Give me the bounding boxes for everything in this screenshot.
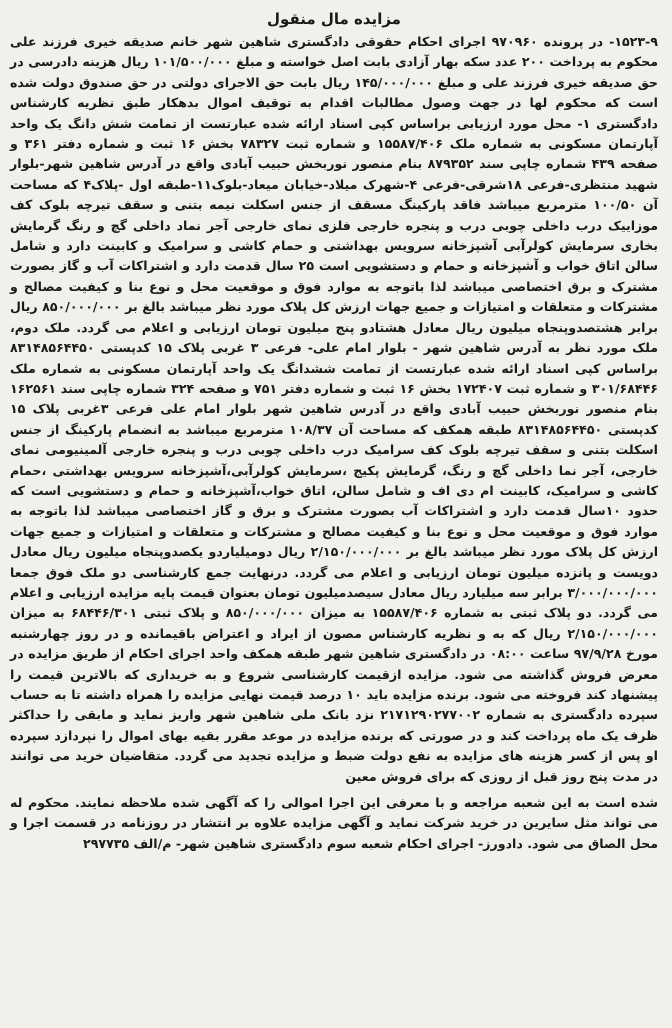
- notice-body: ۱۵۲۳-۹- در پرونده ۹۷۰۹۶۰ اجرای احکام حقوقی دادگستری شاهین شهر خانم صدیقه خیری فرزند علی محکوم به پرداخت ۲۰۰ عدد سکه بهار آزادی بابت اصل خواسته و مبلغ ۱۰۱/۵۰۰/۰۰۰ ریال هزینه دادرسی در حق صدیقه خیری فرزند علی و مبلغ ۱۴۵/۰۰۰/۰۰۰ ریال بابت حق الاجرای دولتی در حق صندوق دولت شده است که محکوم لها در جهت وصول مطالبات اقدام به توقیف اموال بدهکار طبق نظریه کارشناس دادگستری ۱- محل مورد ارزیابی براساس کپی اسناد ارائه شده عبارتست از تمامت شش دانگ یک واحد آپارتمان مسکونی به شماره ملک ۱۵۵۸۷/۴۰۶ و شماره ثبت ۷۸۳۲۷ بخش ۱۶ ثبت و شماره دفتر ۳۶۱ و صفحه ۴۳۹ شماره چاپی سند ۸۷۹۳۵۲ بنام منصور نوربخش حبیب آبادی واقع در آدرس شاهین شهر-بلوار شهید منتظری-فرعی ۱۸شرقی-فرعی ۴-شهرک میلاد-خیابان میعاد-بلوک۱۱-طبقه اول -پلاک۴ که مساحت آن ۱۰۰/۵۰ مترمربع میباشد فاقد پارکینگ مسقف از جنس اسکلت نیمه بتنی و سقف تیرچه بلوک کف موزاییک درب داخلی چوبی درب و پنجره خارجی فلزی نمای خارجی آجر نماد داخلی گچ و رنگ گرمایش بخاری سرمایش کولرآبی آشپزخانه سرویس بهداشتی و حمام کاشی و سرامیک و کابینت دارد و شامل سالن اتاق خواب و آشپزخانه و حمام و دستشویی است ۲۵ سال قدمت دارد و اشتراکات آب و گاز بصورت مشترک و برق اختصاصی میباشد لذا باتوجه به موارد فوق و موقعیت محل و نوع بنا و کیفیت مصالح و مشترکات و متعلقات و امتیازات و جمیع جهات ارزش کل پلاک مورد نظر میباشد بالغ بر ۸۵۰/۰۰۰/۰۰۰ ریال برابر هشتصدوپنجاه میلیون ریال معادل هشتادو پنج میلیون تومان ارزیابی و اعلام می گردد. ملک دوم، ملک مورد نظر به آدرس شاهین شهر - بلوار امام علی- فرعی ۳ غربی پلاک ۱۵ کدپستی ۸۳۱۴۸۵۶۴۴۵۰ براساس کپی اسناد ارائه شده عبارتست از تمامت ششدانگ یک واحد آپارتمان مسکونی به شماره ملک ۳۰۱/۶۸۴۴۶ و شماره ثبت ۱۷۲۴۰۷ بخش ۱۶ ثبت و شماره دفتر ۷۵۱ و صفحه ۳۲۴ شماره چاپی سند ۱۶۲۵۶۱ بنام منصور نوربخش حبیب آبادی واقع در آدرس شاهین شهر بلوار امام علی فرعی ۳غربی پلاک ۱۵ کدپستی ۸۳۱۴۸۵۶۴۴۵۰ طبقه همکف که مساحت آن ۱۰۸/۳۷ مترمربع میباشد به انضمام پارکینگ از جنس اسکلت بتنی و سقف تیرچه بلوک کف سرامیک درب داخلی چوبی درب و پنجره خارجی آلمینیومی نمای خارجی، آجر نما داخلی گچ و رنگ، گرمایش پکیج ،سرمایش کولرآبی،آشپزخانه سرویس بهداشتی ،حمام کاشی و سرامیک، کابینت ام دی اف و شامل سالن، اتاق خواب،آشپزخانه و حمام و دستشویی است که حدود ۱۰سال قدمت دارد و اشتراکات آب بصورت مشترک و برق و گاز اختصاصی میباشد لذا باتوجه به موارد فوق و موقعیت محل و نوع بنا و کیفیت مصالح و مشترکات و متعلقات و امتیازات و جمیع جهات ارزش کل پلاک مورد نظر میباشد بالغ بر ۲/۱۵۰/۰۰۰/۰۰۰ ریال دومیلیاردو یکصدوپنجاه میلیون ریال معادل دویست و پانزده میلیون تومان ارزیابی و اعلام می گردد. درنهایت جمع کارشناسی دو ملک فوق جمعا ۳/۰۰۰/۰۰۰/۰۰۰ برابر سه میلیارد ریال معادل سیصدمیلیون تومان بعنوان قیمت پایه مزایده ارزیابی و اعلام می گردد. دو پلاک ثبتی به شماره ۱۵۵۸۷/۴۰۶ به میزان ۸۵۰/۰۰۰/۰۰۰ و پلاک ثبتی ۶۸۴۴۶/۳۰۱ به میزان ۲/۱۵۰/۰۰۰/۰۰۰ ریال که به و نظریه کارشناس مصون از ایراد و اعتراض باقیمانده و در روز چهارشنبه مورخ ۹۷/۹/۲۸ ساعت ۰۸:۰۰ در دادگستری شاهین شهر طبقه همکف واحد اجرای احکام از طریق مزایده در معرض فروش گذاشته می شود. مزایده ازقیمت کارشناسی شروع و به خریداری که بالاترین قیمت را پیشنهاد کند فروخته می شود. برنده مزایده باید ۱۰ درصد قیمت نهایی مزایده را همراه داشته تا به حساب سپرده دادگستری به شماره ۲۱۷۱۲۹۰۲۷۷۰۰۲ نزد بانک ملی شاهین شهر واریز نماید و مابقی را حداکثر ظرف یک ماه پرداخت کند و در صورتی که برنده مزایده در موعد مقرر بقیه بهای اموال را نپردازد سپرده او پس از کسر هزینه های مزایده به نفع دولت ضبط و مزایده تجدید می گردد. متقاضیان خرید می توانند در مدت پنج روز قبل از روزی که برای فروش معین: [10, 34, 659, 784]
- notice-footer: شده است به این شعبه مراجعه و با معرفی این اجرا اموالی را که آگهی شده ملاحظه نمایند. محکوم له می تواند مثل سایرین در خرید شرکت نماید و آگهی مزایده علاوه بر انتشار در روزنامه در قسمت اجرا و محل الصاق می شود. دادورز- اجرای احکام شعبه سوم دادگستری شاهین شهر- م/الف ۲۹۷۷۳۵: [10, 795, 658, 851]
- notice-title: مزایده مال منقول: [267, 10, 401, 28]
